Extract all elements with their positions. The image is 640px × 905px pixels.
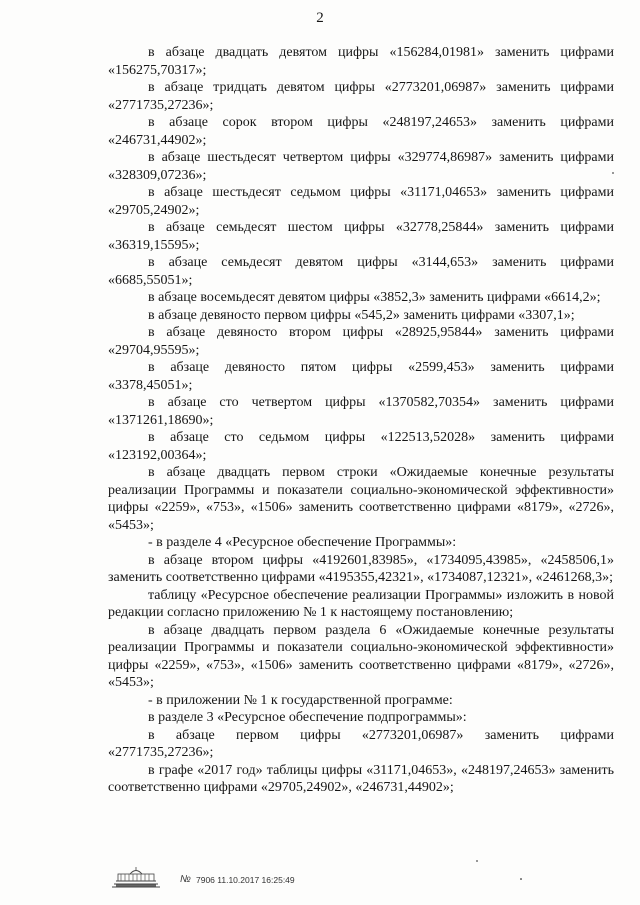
paragraph: в абзаце втором цифры «4192601,83985», «1734095,43985», «2458506,1» заменить соответственно цифрами «4195355,42321», «1734087,12321», «2461268,3»; bbox=[108, 552, 614, 585]
paragraph: в абзаце сто седьмом цифры «122513,52028» заменить цифрами «123192,00364»; bbox=[108, 430, 614, 463]
paragraph: в абзаце шестьдесят четвертом цифры «329774,86987» заменить цифрами «328309,07236»; bbox=[108, 150, 614, 183]
document-body bbox=[108, 44, 614, 797]
paragraph: в абзаце тридцать девятом цифры «2773201,06987» заменить цифрами «2771735,27236»; bbox=[108, 80, 614, 113]
scan-speck bbox=[476, 860, 478, 862]
paragraph: в абзаце девяносто втором цифры «28925,95844» заменить цифрами «29704,95595»; bbox=[108, 325, 614, 358]
page-number: 2 bbox=[316, 10, 324, 26]
section-line: - в разделе 4 «Ресурсное обеспечение Программы»: bbox=[148, 535, 457, 550]
registration-number-datetime: 7906 11.10.2017 16:25:49 bbox=[196, 875, 295, 885]
paragraph: в абзаце сорок втором цифры «248197,24653» заменить цифрами «246731,44902»; bbox=[108, 115, 614, 148]
registration-stamp bbox=[110, 866, 370, 888]
paragraph: в абзаце девяносто пятом цифры «2599,453» заменить цифрами «3378,45051»; bbox=[108, 360, 614, 393]
scan-speck bbox=[520, 878, 522, 880]
paragraph: в абзаце девяносто первом цифры «545,2» заменить цифрами «3307,1»; bbox=[148, 307, 575, 323]
paragraph: в абзаце семьдесят девятом цифры «3144,653» заменить цифрами «6685,55051»; bbox=[108, 255, 614, 288]
paragraph: таблицу «Ресурсное обеспечение реализации Программы» изложить в новой редакции согласно приложению № 1 к настоящему постановлению; bbox=[108, 587, 614, 620]
paragraph: в абзаце сто четвертом цифры «1370582,70354» заменить цифрами «1371261,18690»; bbox=[108, 395, 614, 428]
paragraph: в абзаце восемьдесят девятом цифры «3852,3» заменить цифрами «6614,2»; bbox=[148, 290, 601, 305]
paragraph: в абзаце семьдесят шестом цифры «32778,25844» заменить цифрами «36319,15595»; bbox=[108, 220, 614, 253]
scan-speck bbox=[612, 172, 614, 174]
section-line: в разделе 3 «Ресурсное обеспечение подпрограммы»: bbox=[148, 710, 467, 725]
building-logo-icon bbox=[110, 866, 162, 888]
paragraph: в абзаце шестьдесят седьмом цифры «31171,04653» заменить цифрами «29705,24902»; bbox=[108, 185, 614, 218]
paragraph: в абзаце двадцать девятом цифры «156284,01981» заменить цифрами «156275,70317»; bbox=[108, 45, 614, 78]
paragraph: в абзаце первом цифры «2773201,06987» заменить цифрами «2771735,27236»; bbox=[108, 727, 614, 760]
number-sign: № bbox=[180, 874, 191, 885]
paragraph: в абзаце двадцать первом раздела 6 «Ожидаемые конечные результаты реализации Программы и показатели социально-экономической эффективности» цифры «2259», «753», «1506» заменить соответственно цифрами «8179», «2726», «5453»; bbox=[108, 622, 614, 690]
paragraph: в графе «2017 год» таблицы цифры «31171,04653», «248197,24653» заменить соответственно цифрами «29705,24902», «246731,44902»; bbox=[108, 762, 614, 795]
section-line: - в приложении № 1 к государственной программе: bbox=[148, 692, 453, 708]
paragraph: в абзаце двадцать первом строки «Ожидаемые конечные результаты реализации Программы и показатели социально-экономической эффективности» цифры «2259», «753», «1506» заменить соответственно цифрами «8179», «2726», «5453»; bbox=[108, 465, 614, 533]
